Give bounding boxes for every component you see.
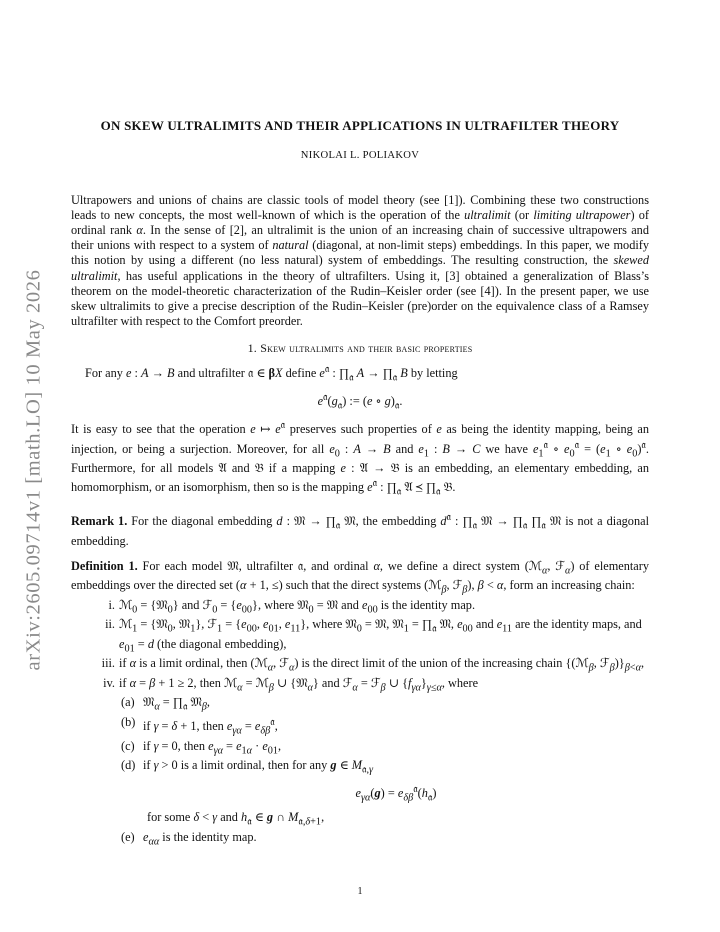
remark-label: Remark 1. <box>71 513 128 528</box>
paper-page <box>71 118 649 849</box>
subcase-a: (a) 𝔐$_\alpha$ = $\prod_𝔞$ 𝔐$_\beta$, <box>121 695 210 713</box>
case-iv: iv. if α = β + 1 ≥ 2, then ℳ$_\alpha$ = ℳ$_\beta$ ∪ {𝔐$_\alpha$} and ℱ$_\alpha$ = ℱ$_\beta$ ∪ $\{f_{\gamma\alpha}\}_{\gamma\le\alpha}$, where (a) 𝔐$_\alpha$ = $\prod_𝔞$ 𝔐$_\beta$, (b) if γ = δ + 1, then $e_{\gamma\alpha} = e_{\delta\beta}^𝔞$, (c) if γ = 0, then $e_{\gamma\alpha} = e_{1\alpha} \cdot e_{01}$, (d) if γ > 0 is a limit ordinal, then for any g ∈ $M_{𝔞,\gamma}$ $e_{\gamma\alpha}(g) = e_{\delta\beta}^𝔞(h_𝔞)$ for some δ < γ and $h_𝔞$ ∈ g ∩ $M_{𝔞,\delta+1}$, (e) $e_{\alpha\alpha}$ is the identity map. <box>119 676 649 850</box>
case-ii: ii. ℳ$_1$ = {𝔐$_0$, 𝔐$_1$}, ℱ$_1$ = {$e_{00}$, $e_{01}$, $e_{11}$}, where 𝔐$_0$ = 𝔐, 𝔐$_1$ = $\prod_𝔞$ 𝔐, $e_{00}$ and $e_{11}$ are the identity maps, and $e_{01} = d$ (the diagonal embedding), <box>105 617 642 655</box>
case-iv-subcases <box>119 695 649 849</box>
subcase-e: (e) $e_{\alpha\alpha}$ is the identity map. <box>121 829 257 848</box>
section-number: 1. <box>247 340 258 355</box>
paper-author: NIKOLAI L. POLIAKOV <box>300 150 420 161</box>
abstract: Ultrapowers and unions of chains are classic tools of model theory (see [1]). Combining these two constructions leads to new concepts, the most well-known of which is the operation of the ultralimit (or limiting ultrapower) of ordinal rank α. In the sense of [2], an ultralimit is the union of an increasing chain of successive ultrapowers and their unions with respect to a system of natural (diagonal, at non-limit steps) embeddings. In this paper, we modify this notion by using a different (no less natural) system of embeddings. The resulting construction, the skewed ultralimit, has useful applications in the theory of ultrafilters. Using it, [3] obtained a generalization of Blass’s theorem on the model-theoretic characterization of the Rudin–Keisler order (see [4]). In the present paper, we use skew ultralimits to give a precise description of the Rudin–Keisler (pre)order on the equivalence class of a Ramsey ultrafilter with respect to the Comfort preorder. <box>71 193 649 328</box>
subcase-d-condition: for some δ < γ and $h_𝔞$ ∈ g ∩ $M_{𝔞,\delta+1}$, <box>147 810 325 828</box>
definition-1: Definition 1. For each model 𝔐, ultrafilter 𝔞, and ordinal α, we define a direct system (ℳ$_\alpha$, ℱ$_\alpha$) of elementary embeddings over the directed set (α + 1, ≤) such that the direct systems (ℳ$_\beta$, ℱ$_\beta$), β < α, form an increasing chain: <box>71 558 649 596</box>
equation-e-gamma-alpha: $e_{\gamma\alpha}(g) = e_{\delta\beta}^𝔞(h_𝔞)$ <box>355 783 437 804</box>
paragraph-properties: It is easy to see that the operation e ↦ $e^𝔞$ preserves such properties of e as being the identity mapping, being an injection, or being a surjection. Moreover, for all $e_0$ : A → B and $e_1$ : B → C we have $e_1^𝔞$ ∘ $e_0^𝔞 = (e_1$ ∘ $e_0)^𝔞$. Furthermore, for all models 𝔄 and 𝔅 if a mapping e : 𝔄 → 𝔅 is an embedding, an elementary embedding, an homomorphism, or an isomorphism, then so is the mapping $e^𝔞$ : $\prod_𝔞$ 𝔄 ⪯ $\prod_𝔞$ 𝔅. <box>71 420 650 498</box>
arxiv-identifier: arXiv:2605.09714v1 [math.LO] 10 May 2026 <box>22 269 45 671</box>
arxiv-sidebar-stamp <box>14 250 54 690</box>
section-heading <box>71 341 649 356</box>
subcase-c: (c) if γ = 0, then $e_{\gamma\alpha} = e_{1\alpha} \cdot e_{01}$, <box>121 738 282 757</box>
case-iii: iii. if α is a limit ordinal, then (ℳ$_\alpha$, ℱ$_\alpha$) is the direct limit of the union of the increasing chain {(ℳ$_\beta$, $ℱ_\beta)\}_{\beta<\alpha}$, <box>101 656 645 674</box>
subcase-d: (d) if γ > 0 is a limit ordinal, then for any g ∈ $M_{𝔞,\gamma}$ $e_{\gamma\alpha}(g) = e_{\delta\beta}^𝔞(h_𝔞)$ for some δ < γ and $h_𝔞$ ∈ g ∩ $M_{𝔞,\delta+1}$, <box>143 758 649 830</box>
definition-label: Definition 1. <box>71 558 138 573</box>
subcase-b: (b) if γ = δ + 1, then $e_{\gamma\alpha} = e_{\delta\beta}^𝔞$, <box>121 714 278 737</box>
remark-1: Remark 1. For the diagonal embedding d : 𝔐 → $\prod_𝔞$ 𝔐, the embedding $d^𝔞$ : $\prod_𝔞$ 𝔐 → $\prod_𝔞$ $\prod_𝔞$ 𝔐 is not a diagonal embedding. <box>71 511 649 548</box>
definition-cases <box>71 598 649 850</box>
section-title: Skew ultralimits and their basic properties <box>260 340 473 355</box>
page-number: 1 <box>357 886 363 897</box>
paragraph-definition-e-a: For any e : A → B and ultrafilter 𝔞 ∈ βX define $e^𝔞$ : $\prod_𝔞$ $A \to \prod_𝔞$ B by letting <box>85 364 458 384</box>
case-i: i. ℳ$_0$ = {𝔐$_0$} and ℱ$_0$ = $\{e_{00}\}$, where 𝔐$_0$ = 𝔐 and $e_{00}$ is the identity map. <box>108 597 476 616</box>
equation-e-a: $e^𝔞(g_𝔞)$ := (e ∘ $g)_𝔞$. <box>317 391 403 412</box>
paper-title: ON SKEW ULTRALIMITS AND THEIR APPLICATIONS IN ULTRAFILTER THEORY <box>100 118 620 133</box>
